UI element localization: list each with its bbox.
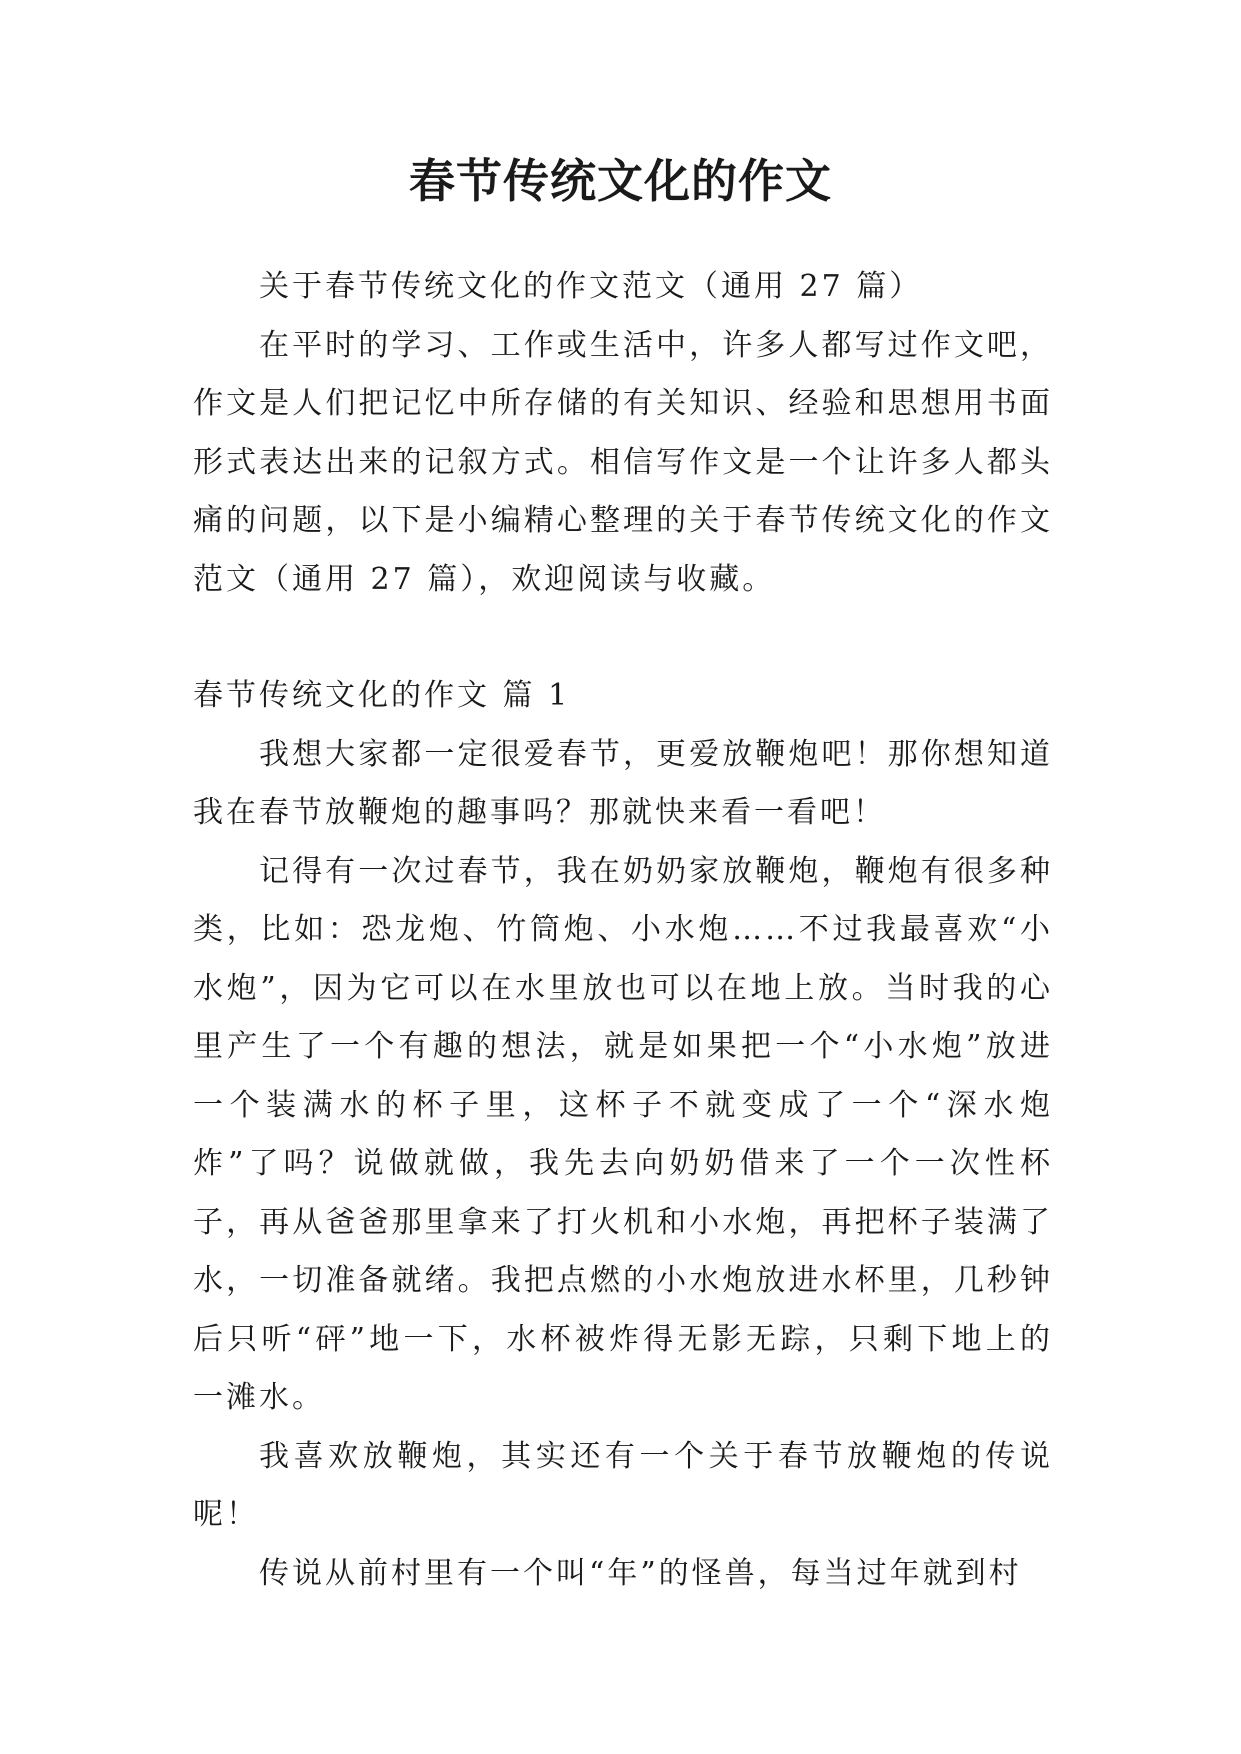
paragraph-1: 我想大家都一定很爱春节，更爱放鞭炮吧！那你想知道我在春节放鞭炮的趣事吗？那就快来看一看吧！ — [193, 736, 1053, 830]
document-subtitle: 关于春节传统文化的作文范文（通用 27 篇） — [259, 269, 923, 304]
intro-paragraph: 在平时的学习、工作或生活中，许多人都写过作文吧，作文是人们把记忆中所存储的有关知识、经验和思想用书面形式表达出来的记叙方式。相信写作文是一个让许多人都头痛的问题，以下是小编精心整理的关于春节传统文化的作文范文（通用 27 篇），欢迎阅读与收藏。 — [193, 327, 1053, 597]
section-heading: 春节传统文化的作文 篇 1 — [193, 678, 571, 713]
document-body — [193, 258, 1053, 1603]
paragraph-4: 传说从前村里有一个叫“年”的怪兽，每当过年就到村 — [259, 1555, 1022, 1591]
section-spacer — [193, 609, 1053, 667]
document-title: 春节传统文化的作文 — [409, 154, 832, 208]
paragraph-2: 记得有一次过春节，我在奶奶家放鞭炮，鞭炮有很多种类，比如：恐龙炮、竹筒炮、小水炮……不过我最喜欢“小水炮”，因为它可以在水里放也可以在地上放。当时我的心里产生了一个有趣的想法，就是如果把一个“小水炮”放进一个装满水的杯子里，这杯子不就变成了一个“深水炮炸”了吗？说做就做，我先去向奶奶借来了一个一次性杯子，再从爸爸那里拿来了打火机和小水炮，再把杯子装满了水，一切准备就绪。我把点燃的小水炮放进水杯里，几秒钟后只听“砰”地一下，水杯被炸得无影无踪，只剩下地上的一滩水。 — [193, 853, 1053, 1415]
paragraph-3: 我喜欢放鞭炮，其实还有一个关于春节放鞭炮的传说呢！ — [193, 1438, 1053, 1532]
